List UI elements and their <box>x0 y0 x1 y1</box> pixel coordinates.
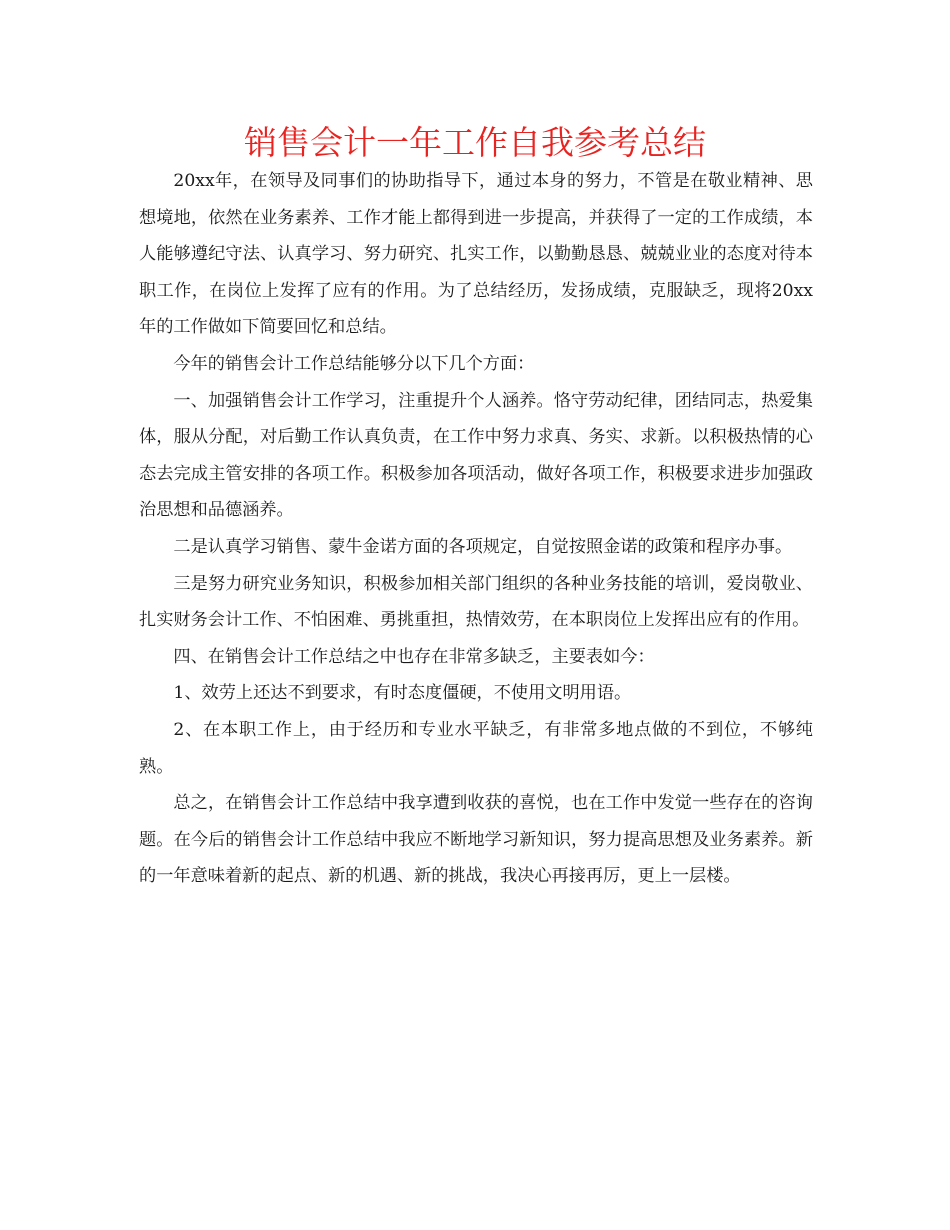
paragraph-shortcoming-two: 2、在本职工作上，由于经历和专业水平缺乏，有非常多地点做的不到位，不够纯熟。 <box>139 719 813 777</box>
document-title: 销售会计一年工作自我参考总结 <box>244 123 706 162</box>
document-body <box>139 163 813 895</box>
paragraph-point-three: 三是努力研究业务知识，积极参加相关部门组织的各种业务技能的培训，爱岗敬业、扎实财务会计工作、不怕困难、勇挑重担，热情效劳，在本职岗位上发挥出应有的作用。 <box>139 573 813 631</box>
paragraph-shortcoming-one: 1、效劳上还达不到要求，有时态度僵硬，不使用文明用语。 <box>173 683 632 704</box>
paragraph-aspects-intro: 今年的销售会计工作总结能够分以下几个方面： <box>173 353 535 374</box>
paragraph-conclusion: 总之，在销售会计工作总结中我享遭到收获的喜悦，也在工作中发觉一些存在的咨询题。在今后的销售会计工作总结中我应不断地学习新知识，努力提高思想及业务素养。新的一年意味着新的起点、新的机遇、新的挑战，我决心再接再厉，更上一层楼。 <box>139 793 813 887</box>
paragraph-intro: 20xx年，在领导及同事们的协助指导下，通过本身的努力，不管是在敬业精神、思想境地，依然在业务素养、工作才能上都得到进一步提高，并获得了一定的工作成绩，本人能够遵纪守法、认真学习、努力研究、扎实工作，以勤勤恳恳、兢兢业业的态度对待本职工作，在岗位上发挥了应有的作用。为了总结经历，发扬成绩，克服缺乏，现将20xx年的工作做如下简要回忆和总结。 <box>139 171 813 338</box>
paragraph-point-two: 二是认真学习销售、蒙牛金诺方面的各项规定，自觉按照金诺的政策和程序办事。 <box>173 536 793 557</box>
paragraph-point-four: 四、在销售会计工作总结之中也存在非常多缺乏，主要表如今： <box>173 646 655 667</box>
paragraph-point-one: 一、加强销售会计工作学习，注重提升个人涵养。恪守劳动纪律，团结同志，热爱集体，服从分配，对后勤工作认真负责，在工作中努力求真、务实、求新。以积极热情的心态去完成主管安排的各项工作。积极参加各项活动，做好各项工作，积极要求进步加强政治思想和品德涵养。 <box>139 390 813 521</box>
